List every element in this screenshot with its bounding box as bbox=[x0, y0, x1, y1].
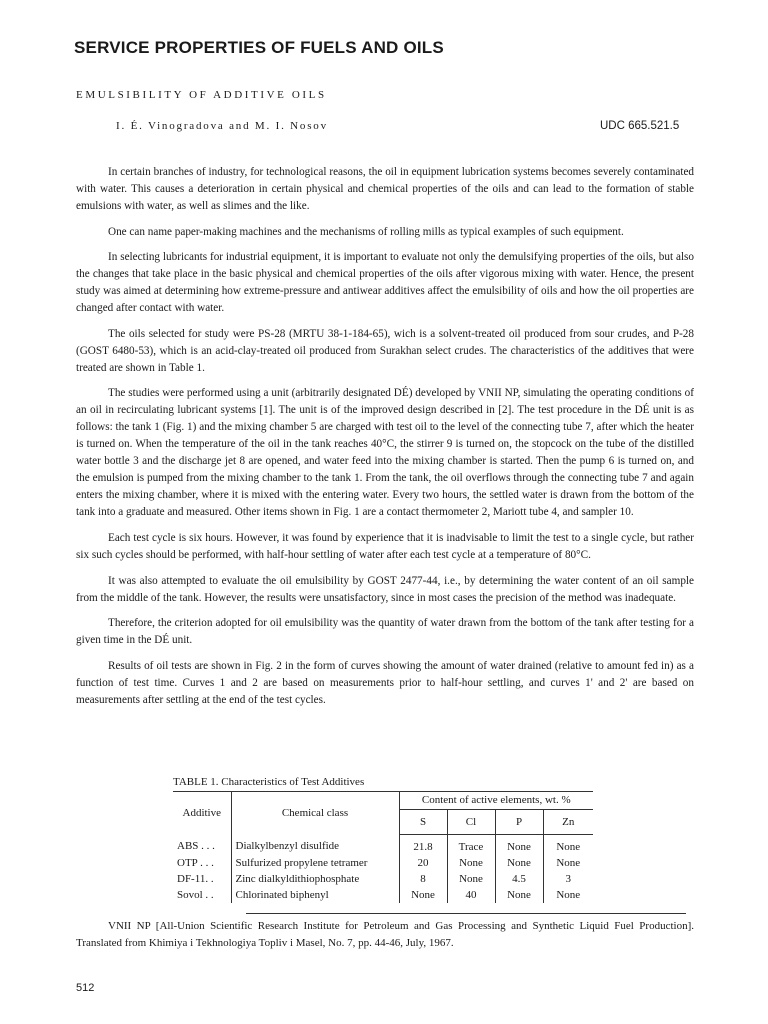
paragraph: One can name paper-making machines and the mechanisms of rolling mills as typical examples of such equipment. bbox=[108, 225, 624, 238]
paragraph: In selecting lubricants for industrial equipment, it is important to evaluate not only the demulsifying properties of the oils, but also the changes that take place in the basic physical and chemical properties of the oils after vigorous mixing with water. Hence, the present study was aimed at determining how extreme-pressure and antiwear additives affect the emulsibility of oils and how the oil properties are changed after contact with water. bbox=[76, 251, 694, 315]
article-body bbox=[76, 164, 694, 717]
phosphorus-cell: 4.5 bbox=[495, 871, 543, 887]
additive-cell: DF-11. . bbox=[177, 872, 214, 885]
footnote: VNII NP [All-Union Scientific Research Institute for Petroleum and Gas Processing and Synthetic Liquid Fuel Production]. Translated from Khimiya i Tekhnologiya Topliv i Masel, No. 7, pp. 44-46, July, 1967. bbox=[76, 920, 694, 949]
paragraph: Each test cycle is six hours. However, it was found by experience that it is inadvisable to limit the test to a single cycle, but rather six such cycles should be performed, with half-hour settling of water after each test cycle at a temperature of 80°C. bbox=[76, 531, 694, 561]
chlorine-cell: None bbox=[447, 871, 495, 887]
sulfur-cell: 8 bbox=[399, 871, 447, 887]
table-row bbox=[173, 871, 593, 887]
section-title: SERVICE PROPERTIES OF FUELS AND OILS bbox=[74, 38, 444, 57]
zinc-cell: 3 bbox=[543, 871, 593, 887]
article-title: EMULSIBILITY OF ADDITIVE OILS bbox=[76, 89, 327, 101]
column-header-s: S bbox=[399, 810, 447, 835]
column-header-content: Content of active elements, wt. % bbox=[399, 792, 593, 810]
additives-table bbox=[173, 791, 593, 903]
sulfur-cell: 21.8 bbox=[399, 835, 447, 856]
udc-code: UDC 665.521.5 bbox=[600, 120, 680, 132]
paragraph: It was also attempted to evaluate the oil emulsibility by GOST 2477-44, i.e., by determining the water content of an oil sample from the middle of the tank. However, the results were unsatisfactory, since in most cases the precision of the method was inadequate. bbox=[76, 574, 694, 604]
zinc-cell: None bbox=[543, 855, 593, 871]
footnote-divider bbox=[246, 913, 686, 914]
chlorine-cell: None bbox=[447, 855, 495, 871]
zinc-cell: None bbox=[543, 887, 593, 903]
chemical-class-cell: Zinc dialkyldithiophosphate bbox=[231, 871, 399, 887]
phosphorus-cell: None bbox=[495, 887, 543, 903]
phosphorus-cell: None bbox=[495, 835, 543, 856]
table-row bbox=[173, 887, 593, 903]
table-caption: TABLE 1. Characteristics of Test Additives bbox=[173, 776, 365, 788]
table-row bbox=[173, 835, 593, 856]
paragraph: Therefore, the criterion adopted for oil emulsibility was the quantity of water drawn from the bottom of the tank after testing for a given time in the DÉ unit. bbox=[76, 617, 694, 647]
additive-cell: OTP . . . bbox=[177, 856, 214, 869]
phosphorus-cell: None bbox=[495, 855, 543, 871]
chemical-class-cell: Dialkylbenzyl disulfide bbox=[231, 835, 399, 856]
column-header-p: P bbox=[495, 810, 543, 835]
paragraph: The oils selected for study were PS-28 (MRTU 38-1-184-65), wich is a solvent-treated oil produced from sour crudes, and P-28 (GOST 6480-53), which is an acid-clay-treated oil produced from Surakhan select crudes. The characteristics of the additives that were treated are shown in Table 1. bbox=[76, 327, 694, 374]
sulfur-cell: 20 bbox=[399, 855, 447, 871]
author-line: I. É. Vinogradova and M. I. Nosov bbox=[116, 120, 328, 132]
additive-cell: ABS . . . bbox=[177, 840, 215, 853]
column-header-zn: Zn bbox=[543, 810, 593, 835]
column-header-cl: Cl bbox=[447, 810, 495, 835]
chemical-class-cell: Chlorinated biphenyl bbox=[231, 887, 399, 903]
additive-cell: Sovol . . bbox=[177, 888, 214, 901]
column-header-chemical-class: Chemical class bbox=[231, 792, 399, 835]
chemical-class-cell: Sulfurized propylene tetramer bbox=[231, 855, 399, 871]
column-header-additive: Additive bbox=[173, 792, 231, 835]
paragraph: Results of oil tests are shown in Fig. 2 in the form of curves showing the amount of water drained (relative to amount fed in) as a function of test time. Curves 1 and 2 are based on measurements prior to half-hour settling, and curves 1' and 2' are based on measurements after settling at the end of the test cycles. bbox=[76, 659, 694, 706]
chlorine-cell: Trace bbox=[447, 835, 495, 856]
chlorine-cell: 40 bbox=[447, 887, 495, 903]
zinc-cell: None bbox=[543, 835, 593, 856]
table-row bbox=[173, 855, 593, 871]
page-number: 512 bbox=[76, 982, 95, 994]
paragraph: The studies were performed using a unit (arbitrarily designated DÉ) developed by VNII NP, simulating the operating conditions of an oil in recirculating lubricant systems [1]. The unit is of the improved design described in [2]. The test procedure in the DÉ unit is as follows: the tank 1 (Fig. 1) and the mixing chamber 5 are charged with test oil to the level of the connecting tube 7, after which the heater is turned on. When the temperature of the oil in the tank reaches 40°C, the stirrer 9 is turned on, the stopcock on the tube of the distilled water bottle 3 and the discharge jet 8 are opened, and water feed into the mixing chamber is started. Then the pump 6 is turned on, and the emulsion is pumped from the mixing chamber to the tank 1. From the tank, the oil overflows through the connecting tube 7 and again enters the mixing chamber, where it is mixed with the entering water. Every two hours, the settled water is drawn from the bottom of the tank into a graduate and measured. Other items shown in Fig. 1 are a contact thermometer 2, Mariott tube 4, and sampler 10. bbox=[76, 387, 694, 519]
paragraph: In certain branches of industry, for technological reasons, the oil in equipment lubrication systems becomes severely contaminated with water. This causes a deterioration in certain physical and chemical properties of the oils and can lead to the formation of stable emulsions with water, as well as slimes and the like. bbox=[76, 166, 694, 212]
sulfur-cell: None bbox=[399, 887, 447, 903]
